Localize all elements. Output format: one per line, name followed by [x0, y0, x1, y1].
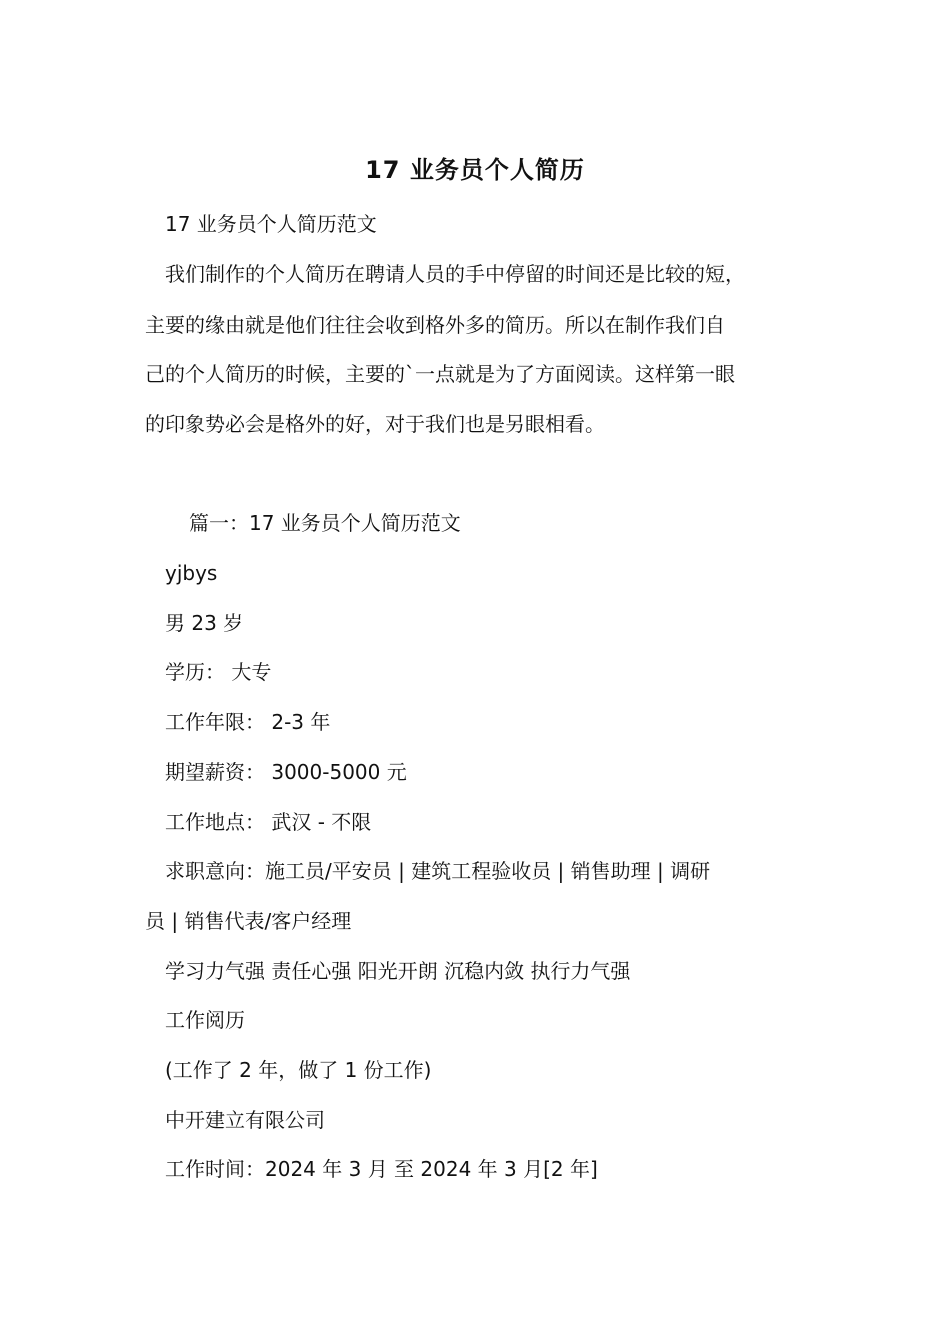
intro-line-2: 主要的缘由就是他们往往会收到格外多的简历。所以在制作我们自 — [145, 313, 725, 337]
resume-traits: 学习力气强 责任心强 阳光开朗 沉稳内敛 执行力气强 — [165, 959, 631, 983]
intro-line-3: 己的个人简历的时候，主要的`一点就是为了方面阅读。这样第一眼 — [145, 362, 735, 386]
resume-salary: 期望薪资： 3000-5000 元 — [165, 760, 407, 784]
document-subtitle: 17 业务员个人简历范文 — [165, 212, 377, 236]
document-title: 17 业务员个人简历 — [365, 156, 585, 184]
intro-line-4: 的印象势必会是格外的好，对于我们也是另眼相看。 — [145, 412, 605, 436]
experience-summary: (工作了 2 年，做了 1 份工作) — [165, 1058, 432, 1082]
resume-education: 学历： 大专 — [165, 660, 272, 684]
intro-line-1: 我们制作的个人简历在聘请人员的手中停留的时间还是比较的短， — [165, 262, 745, 286]
section-heading: 篇一：17 业务员个人简历范文 — [189, 511, 461, 535]
resume-job-intent-line-2: 员 | 销售代表/客户经理 — [145, 909, 352, 933]
resume-work-years: 工作年限： 2-3 年 — [165, 710, 331, 734]
resume-name: yjbys — [165, 561, 218, 585]
experience-heading: 工作阅历 — [165, 1008, 245, 1032]
experience-work-time: 工作时间：2024 年 3 月 至 2024 年 3 月[2 年] — [165, 1157, 598, 1181]
resume-gender-age: 男 23 岁 — [165, 611, 244, 635]
resume-location: 工作地点： 武汉 - 不限 — [165, 810, 372, 834]
resume-job-intent-line-1: 求职意向：施工员/平安员 | 建筑工程验收员 | 销售助理 | 调研 — [165, 859, 711, 883]
experience-company: 中开建立有限公司 — [165, 1108, 325, 1132]
